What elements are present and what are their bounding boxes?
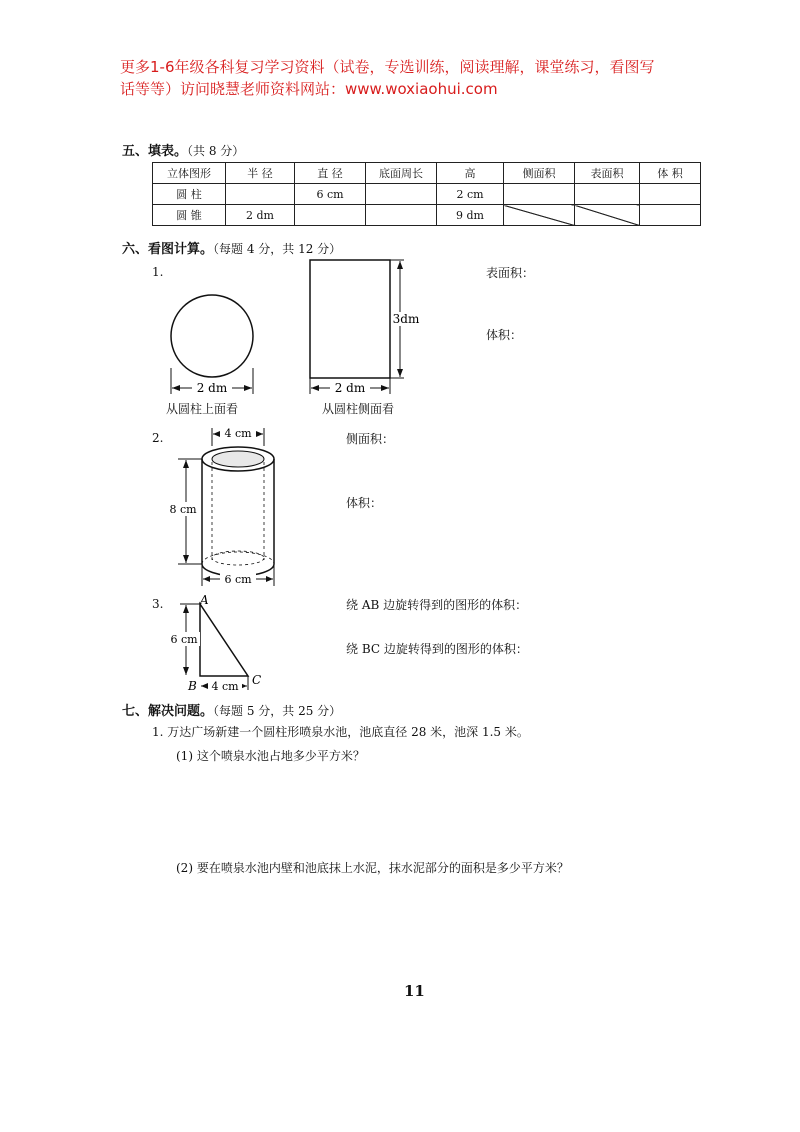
q2-number: 2.	[152, 431, 164, 445]
q1-circle-figure	[160, 290, 270, 405]
table-cell[interactable]	[575, 184, 640, 205]
header-line-1: 更多1-6年级各科复习学习资料（试卷，专选训练，阅读理解，课堂练习，看图写	[120, 58, 655, 76]
outer-dim-label: 6 cm	[224, 573, 252, 586]
page-number: 11	[404, 982, 425, 1000]
inner-top-ellipse	[212, 451, 264, 467]
table-header-cell: 表面积	[575, 163, 640, 184]
vertex-b: B	[188, 679, 197, 693]
table-cell-crossed	[504, 205, 575, 226]
table-cell[interactable]	[226, 184, 295, 205]
rect-width-label: 2 dm	[334, 381, 366, 395]
table-header-cell: 半 径	[226, 163, 295, 184]
section-7-title: 七、解决问题。	[122, 704, 214, 719]
header-line-2: 话等等）访问晓慧老师资料网站：www.woxiaohui.com	[120, 80, 498, 98]
table-row	[153, 205, 701, 226]
section-5-score: （共 8 分）	[187, 144, 245, 158]
right-triangle	[200, 604, 248, 676]
section-6-score: （每题 4 分，共 12 分）	[213, 242, 342, 256]
caption-side-view: 从圆柱侧面看	[322, 402, 395, 416]
q2-hollow-cylinder-figure	[168, 422, 308, 590]
vertex-c: C	[252, 673, 262, 687]
table-header-row	[153, 163, 701, 184]
vertex-a: A	[200, 593, 209, 607]
q3-number: 3.	[152, 597, 164, 611]
table-cell: 圆 锥	[153, 205, 226, 226]
height-dim-label: 8 cm	[169, 503, 197, 516]
q7-1-text: 1. 万达广场新建一个圆柱形喷泉水池，池底直径 28 米，池深 1.5 米。	[152, 725, 529, 739]
table-cell: 2 cm	[437, 184, 504, 205]
arrow-left	[172, 385, 180, 391]
table-cell[interactable]	[640, 184, 701, 205]
table-cell-crossed	[575, 205, 640, 226]
table-cell: 9 dm	[437, 205, 504, 226]
table-cell: 6 cm	[295, 184, 366, 205]
q3-triangle-figure	[166, 590, 276, 696]
q7-1-sub2: (2) 要在喷泉水池内壁和池底抹上水泥，抹水泥部分的面积是多少平方米？	[176, 861, 569, 875]
q2-lateral-area-prompt: 侧面积：	[346, 432, 395, 446]
table-header-cell: 高	[437, 163, 504, 184]
caption-top-view: 从圆柱上面看	[166, 402, 239, 416]
header-banner	[120, 56, 700, 100]
q1-rectangle-figure	[300, 252, 430, 400]
table-cell[interactable]	[366, 184, 437, 205]
section-6-title: 六、看图计算。	[122, 242, 214, 257]
table-header-cell: 底面周长	[366, 163, 437, 184]
fill-in-table	[152, 162, 701, 226]
side-view-rect	[310, 260, 390, 378]
arrow-right	[244, 385, 252, 391]
rect-height-label: 3dm	[392, 312, 420, 326]
section-5-title: 五、填表。	[122, 144, 188, 159]
table-header-cell: 体 积	[640, 163, 701, 184]
section-7-score: （每题 5 分，共 25 分）	[213, 704, 342, 718]
section-5-heading	[122, 140, 244, 159]
top-view-circle	[171, 295, 253, 377]
q3-rotate-bc-prompt: 绕 BC 边旋转得到的图形的体积：	[346, 642, 528, 656]
inner-dim-label: 4 cm	[224, 427, 252, 440]
table-header-cell: 立体图形	[153, 163, 226, 184]
table-cell[interactable]	[366, 205, 437, 226]
section-7-heading	[122, 700, 341, 719]
q1-number: 1.	[152, 265, 164, 279]
q3-height-label: 6 cm	[170, 633, 198, 646]
table-cell[interactable]	[504, 184, 575, 205]
table-cell: 2 dm	[226, 205, 295, 226]
q1-surface-area-prompt: 表面积：	[486, 266, 535, 280]
table-header-cell: 侧面积	[504, 163, 575, 184]
q7-1-sub1: (1) 这个喷泉水池占地多少平方米？	[176, 749, 365, 763]
table-cell[interactable]	[295, 205, 366, 226]
table-row	[153, 184, 701, 205]
q1-volume-prompt: 体积：	[486, 328, 523, 342]
circle-dim-label: 2 dm	[196, 381, 228, 395]
table-cell[interactable]	[640, 205, 701, 226]
q3-rotate-ab-prompt: 绕 AB 边旋转得到的图形的体积：	[346, 598, 528, 612]
table-header-cell: 直 径	[295, 163, 366, 184]
table-cell: 圆 柱	[153, 184, 226, 205]
q3-base-label: 4 cm	[211, 680, 239, 693]
q2-volume-prompt: 体积：	[346, 496, 383, 510]
